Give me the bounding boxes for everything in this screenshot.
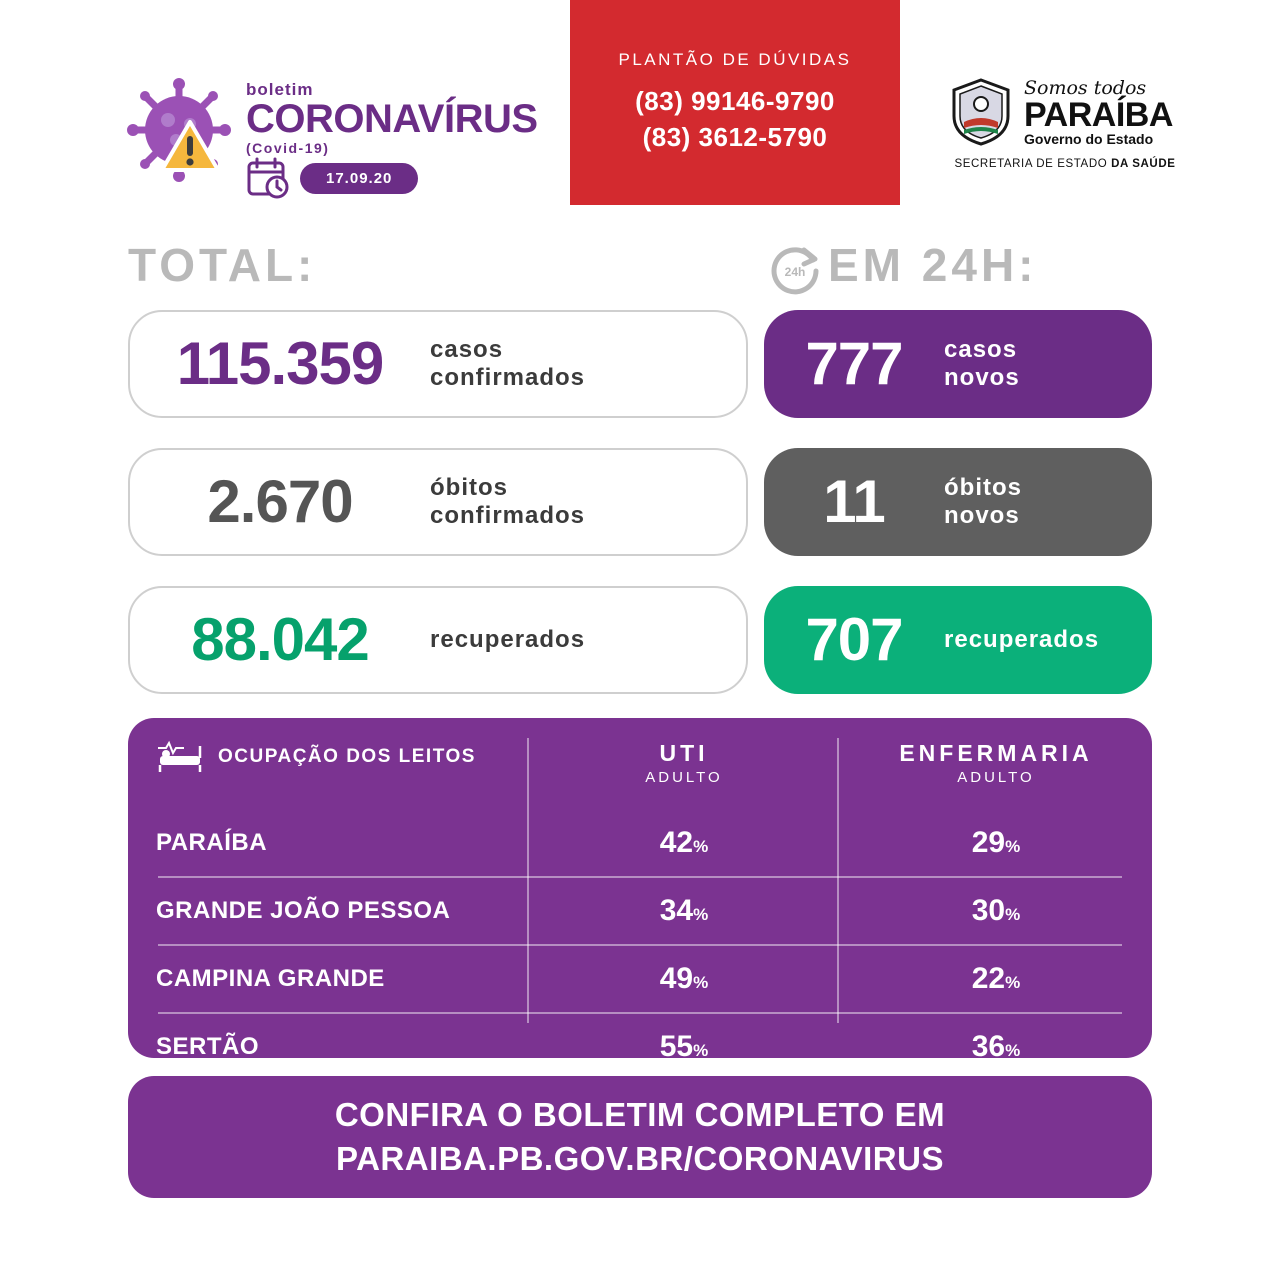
footer-line-1: CONFIRA O BOLETIM COMPLETO EM: [334, 1096, 946, 1133]
government-wordmark: [1024, 76, 1173, 147]
total-cases-label: [430, 336, 585, 391]
brand-text: [246, 80, 538, 156]
bed-table-header: [128, 740, 1152, 810]
bed-row-uti-value: 55: [659, 1030, 694, 1063]
new-deaths-card: [764, 448, 1152, 556]
bed-row-uti: [528, 962, 840, 996]
footer-url[interactable]: PARAIBA.PB.GOV.BR/CORONAVIRUS: [336, 1140, 944, 1177]
secretariat-bold: DA SAÚDE: [1111, 158, 1176, 170]
bed-row-enfermaria-value: 36: [971, 1030, 1006, 1063]
bed-row-enfermaria-value: 30: [971, 894, 1006, 927]
bed-occupancy-table: [128, 718, 1152, 1063]
bed-table-title-cell: [128, 740, 528, 774]
gov-subtitle: Governo do Estado: [1024, 130, 1154, 147]
header: [0, 0, 1280, 215]
bed-row-region: PARAÍBA: [156, 829, 268, 856]
bed-column-enfermaria-name: ENFERMARIA: [899, 740, 1093, 766]
hotline-phone-2: (83) 3612-5790: [642, 121, 828, 152]
new-deaths-label: [944, 474, 1022, 529]
percent-symbol: %: [693, 1041, 709, 1060]
bed-row-uti: [528, 826, 840, 860]
column-divider: [527, 738, 529, 1023]
total-cases-card: [128, 310, 748, 418]
table-row: [128, 946, 1152, 1012]
percent-symbol: %: [1005, 973, 1021, 992]
gov-state: PARAÍBA: [1024, 95, 1173, 134]
new-cases-label: [944, 336, 1020, 391]
footer-banner[interactable]: [128, 1076, 1152, 1198]
bulletin-date: 17.09.20: [300, 163, 418, 194]
bed-column-uti-name: UTI: [659, 740, 709, 766]
gov-tagline: Somos todos: [1024, 76, 1147, 99]
date-row: [246, 156, 418, 200]
new-cases-label-1: casos: [944, 336, 1018, 364]
bed-column-enfermaria-sub: ADULTO: [957, 769, 1035, 786]
total-cases-label-1: casos: [430, 336, 504, 364]
new-cases-value: 777: [805, 330, 903, 397]
new-cases-card: [764, 310, 1152, 418]
totals-section-title: TOTAL:: [128, 239, 317, 291]
bed-row-uti-value: 49: [659, 962, 694, 995]
hotline-box: [570, 0, 900, 205]
hotline-phone-1: (83) 99146-9790: [635, 86, 835, 117]
bed-column-uti: [528, 740, 840, 786]
bed-row-uti: [528, 1030, 840, 1064]
column-divider: [837, 738, 839, 1023]
clock-24h-icon: [766, 240, 824, 298]
percent-symbol: %: [693, 837, 709, 856]
total-deaths-card: [128, 448, 748, 556]
total-recovered-label: recuperados: [430, 626, 586, 654]
new-recovered-card: [764, 586, 1152, 694]
new-cases-label-2: novos: [944, 364, 1020, 391]
table-row: [128, 810, 1152, 876]
bed-table-title: OCUPAÇÃO DOS LEITOS: [218, 746, 476, 767]
brand-boletim: boletim: [246, 80, 314, 99]
bed-row-uti-value: 34: [659, 894, 694, 927]
percent-symbol: %: [693, 905, 709, 924]
bed-row-enfermaria: [840, 1030, 1152, 1064]
bed-row-enfermaria: [840, 894, 1152, 928]
brand-subtitle: (Covid-19): [246, 140, 330, 156]
paraiba-state-crest-icon: [950, 78, 1012, 146]
table-row: [128, 878, 1152, 944]
calendar-clock-icon: [246, 156, 290, 200]
bed-row-enfermaria-value: 29: [971, 826, 1006, 859]
total-deaths-value: 2.670: [207, 468, 353, 535]
secretariat-prefix: SECRETARIA DE ESTADO: [954, 158, 1112, 170]
brand-title: CORONAVÍRUS: [246, 97, 538, 141]
bed-column-enfermaria: [840, 740, 1152, 786]
bed-column-uti-sub: ADULTO: [645, 769, 723, 786]
percent-symbol: %: [1005, 1041, 1021, 1060]
total-cases-value: 115.359: [176, 330, 384, 397]
hotline-title: PLANTÃO DE DÚVIDAS: [618, 50, 852, 70]
brand-block: [124, 70, 538, 200]
percent-symbol: %: [1005, 905, 1021, 924]
new-deaths-label-2: novos: [944, 502, 1020, 529]
coronavirus-warning-icon: [124, 78, 234, 188]
government-logo: [950, 78, 1180, 170]
total-deaths-label-1: óbitos: [430, 474, 508, 502]
percent-symbol: %: [693, 973, 709, 992]
bed-row-enfermaria: [840, 826, 1152, 860]
secretariat-line: [950, 158, 1180, 170]
new-recovered-value: 707: [805, 606, 903, 673]
total-deaths-label: [430, 474, 585, 529]
hospital-bed-icon: [156, 740, 204, 774]
new-recovered-label: recuperados: [944, 626, 1100, 654]
new-deaths-label-1: óbitos: [944, 474, 1022, 502]
bed-row-enfermaria-value: 22: [971, 962, 1006, 995]
bed-row-uti-value: 42: [659, 826, 694, 859]
total-recovered-value: 88.042: [191, 606, 369, 673]
percent-symbol: %: [1005, 837, 1021, 856]
bed-row-region: SERTÃO: [156, 1033, 260, 1060]
table-row: [128, 1014, 1152, 1080]
bed-row-region: GRANDE JOÃO PESSOA: [156, 897, 451, 924]
total-deaths-label-2: confirmados: [430, 502, 586, 529]
new-deaths-value: 11: [823, 468, 885, 535]
total-cases-label-2: confirmados: [430, 364, 586, 391]
bed-row-region: CAMPINA GRANDE: [156, 965, 385, 992]
bed-row-uti: [528, 894, 840, 928]
svg-text:24h: 24h: [784, 265, 806, 279]
total-recovered-card: [128, 586, 748, 694]
last24h-section-title: EM 24H:: [828, 239, 1038, 291]
bed-row-enfermaria: [840, 962, 1152, 996]
